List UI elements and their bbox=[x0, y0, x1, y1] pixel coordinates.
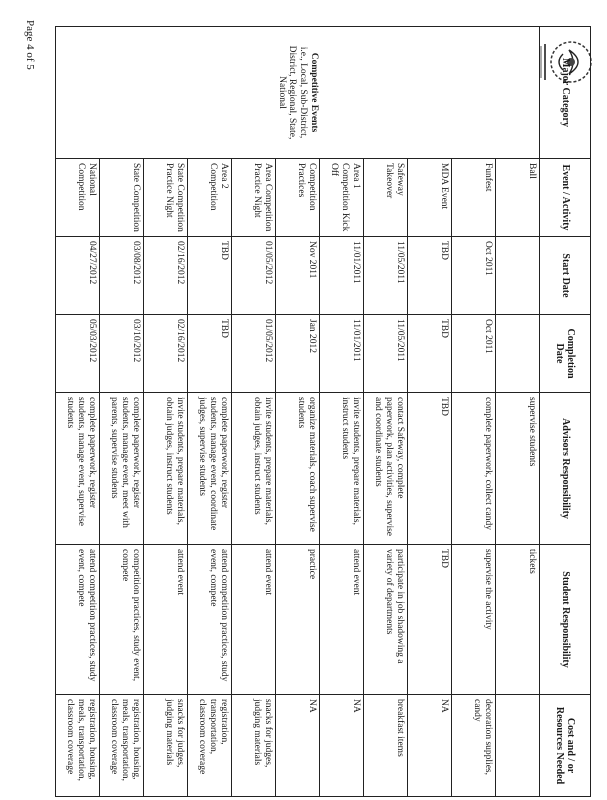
cell-student-responsibility: attend competition practices, study event, compete bbox=[188, 545, 232, 695]
header-major-category: Major Category bbox=[540, 27, 591, 159]
table-row bbox=[496, 27, 540, 797]
cell-student-responsibility: tickets bbox=[496, 545, 540, 695]
header-student-responsibility: Student Responsibility bbox=[540, 545, 591, 695]
major-category-title: Competitive Events bbox=[309, 52, 320, 133]
cell-advisor-responsibility: invite students, prepare materials, obtain judges, instruct students bbox=[144, 393, 188, 545]
cell-cost-resources: registration, housing, meals, transportation, classroom coverage bbox=[56, 695, 100, 797]
cell-event: Ball bbox=[496, 159, 540, 237]
cell-event: Area Competition Practice Night bbox=[232, 159, 276, 237]
cell-start-date: 11/01/2011 bbox=[320, 237, 364, 315]
cell-student-responsibility: attend event bbox=[144, 545, 188, 695]
cell-cost-resources: snacks for judges, judging materials bbox=[232, 695, 276, 797]
cell-cost-resources: breakfast items bbox=[364, 695, 408, 797]
cell-start-date: 02/16/2012 bbox=[144, 237, 188, 315]
cell-start-date: Oct 2011 bbox=[452, 237, 496, 315]
cell-student-responsibility: TBD bbox=[408, 545, 452, 695]
major-category-subtitle: i.e., Local, Sub-District, District, Regional, State, National bbox=[276, 45, 309, 140]
cell-completion-date: Oct 2011 bbox=[452, 315, 496, 393]
cell-cost-resources: NA bbox=[320, 695, 364, 797]
cell-start-date: 04/27/2012 bbox=[56, 237, 100, 315]
cell-event: Funfest bbox=[452, 159, 496, 237]
cell-start-date: 11/05/2011 bbox=[364, 237, 408, 315]
cell-student-responsibility: practice bbox=[276, 545, 320, 695]
cell-completion-date: 02/16/2012 bbox=[144, 315, 188, 393]
cell-start-date: TBD bbox=[408, 237, 452, 315]
cell-advisor-responsibility: invite students, prepare materials, instruct students bbox=[320, 393, 364, 545]
cell-event: National Competition bbox=[56, 159, 100, 237]
competitive-events-table bbox=[55, 26, 591, 797]
cell-cost-resources bbox=[496, 695, 540, 797]
cell-event: State Competition Practice Night bbox=[144, 159, 188, 237]
header-completion-date: Completion Date bbox=[540, 315, 591, 393]
cell-advisor-responsibility: complete paperwork, register students, manage event, coordinate judges, supervise students bbox=[188, 393, 232, 545]
table-body bbox=[56, 27, 540, 797]
page-number: Page 4 of 5 bbox=[24, 20, 36, 70]
cell-advisor-responsibility: contact Safeway, complete paperwork, plan activities, supervise and coordinate students bbox=[364, 393, 408, 545]
cell-advisor-responsibility: invite students, prepare materials, obtain judges, instruct students bbox=[232, 393, 276, 545]
header-cost-resources: Cost and / or Resources Needed bbox=[540, 695, 591, 797]
cell-event: Area 2 Competition bbox=[188, 159, 232, 237]
cell-completion-date: 11/01/2011 bbox=[320, 315, 364, 393]
cell-completion-date bbox=[496, 315, 540, 393]
cell-completion-date: 03/10/2012 bbox=[100, 315, 144, 393]
header-row bbox=[540, 27, 591, 797]
cell-event: Competition Practices bbox=[276, 159, 320, 237]
cell-start-date: 01/05/2012 bbox=[232, 237, 276, 315]
cell-event: State Competition bbox=[100, 159, 144, 237]
cell-completion-date: TBD bbox=[408, 315, 452, 393]
cell-advisor-responsibility: complete paperwork, collect candy bbox=[452, 393, 496, 545]
cell-cost-resources: snacks for judges, judging materials bbox=[144, 695, 188, 797]
cell-advisor-responsibility: supervise students bbox=[496, 393, 540, 545]
cell-student-responsibility: participate in job shadowing a variety of departments bbox=[364, 545, 408, 695]
cell-start-date: 03/08/2012 bbox=[100, 237, 144, 315]
cell-completion-date: TBD bbox=[188, 315, 232, 393]
cell-student-responsibility: supervise the activity bbox=[452, 545, 496, 695]
cell-cost-resources: registration, transportation, classroom coverage bbox=[188, 695, 232, 797]
cell-advisor-responsibility: complete paperwork, register students, manage event, supervise students bbox=[56, 393, 100, 545]
cell-student-responsibility: attend competition practices, study event, compete bbox=[56, 545, 100, 695]
cell-completion-date: 11/05/2011 bbox=[364, 315, 408, 393]
cell-advisor-responsibility: complete paperwork, register students, manage event, meet with parents, supervise students bbox=[100, 393, 144, 545]
cell-cost-resources: decoration supplies, candy bbox=[452, 695, 496, 797]
cell-student-responsibility: attend event bbox=[320, 545, 364, 695]
cell-student-responsibility: attend event bbox=[232, 545, 276, 695]
cell-event: MDA Event bbox=[408, 159, 452, 237]
header-advisor-responsibility: Advisors Responsibility bbox=[540, 393, 591, 545]
cell-start-date: Nov 2011 bbox=[276, 237, 320, 315]
cell-start-date: TBD bbox=[188, 237, 232, 315]
cell-cost-resources: NA bbox=[276, 695, 320, 797]
cell-start-date bbox=[496, 237, 540, 315]
cell-event: Safeway Takeover bbox=[364, 159, 408, 237]
cell-advisor-responsibility: organize materials, coach supervise students bbox=[276, 393, 320, 545]
cell-completion-date: 01/05/2012 bbox=[232, 315, 276, 393]
cell-advisor-responsibility: TBD bbox=[408, 393, 452, 545]
cell-student-responsibility: competition practices, study event, compete bbox=[100, 545, 144, 695]
major-category-cell bbox=[56, 27, 540, 159]
cell-event: Area 1 Competition Kick Off bbox=[320, 159, 364, 237]
header-start-date: Start Date bbox=[540, 237, 591, 315]
cell-cost-resources: NA bbox=[408, 695, 452, 797]
header-event-activity: Event / Activity bbox=[540, 159, 591, 237]
cell-cost-resources: registration, housing, meals, transportation, classroom coverage bbox=[100, 695, 144, 797]
cell-completion-date: Jan 2012 bbox=[276, 315, 320, 393]
cell-completion-date: 05/03/2012 bbox=[56, 315, 100, 393]
